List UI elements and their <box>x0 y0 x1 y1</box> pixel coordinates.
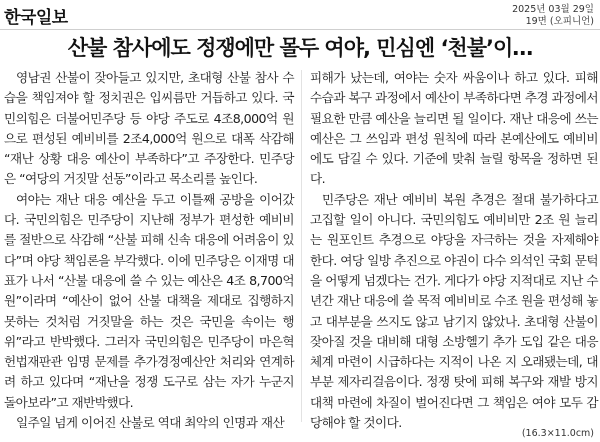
publish-date: 2025년 03월 29일 <box>512 4 594 15</box>
paragraph: 영남권 산불이 잦아들고 있지만, 초대형 산불 참사 수습을 책임져야 할 정치권은 입씨름만 거듭하고 있다. 국민의힘은 더불어민주당 등 야당 주도로 4조8,000억 원으로 편성된 예비비를 2조4,000억 원으로 대폭 삭감해 “재난 상황 대응 예산이 부족하다”고 주장한다. 민주당은 “여당의 거짓말 선동”이라고 목소리를 높인다. <box>4 70 294 187</box>
page-section: 19면 (오피니언) <box>525 16 594 27</box>
column-divider <box>301 70 302 422</box>
paragraph: 피해가 났는데, 여야는 숫자 싸움이나 하고 있다. 피해 수습과 복구 과정에서 예산이 부족하다면 추경 과정에서 필요한 만큼 예산을 늘리면 될 일이다. 재난 대응에 쓰는 예산은 그 쓰임과 편성 원칙에 따라 본예산에도 예비비에도 담길 수 있다. 기준에 맞춰 늘릴 항목을 정하면 된다. <box>310 70 598 187</box>
article-headline: 산불 참사에도 정쟁에만 몰두 여야, 민심엔 ‘천불’이… <box>67 36 533 60</box>
newspaper-logo: 한국일보 <box>4 8 68 28</box>
article-column-left <box>4 68 294 433</box>
paragraph: 일주일 넘게 이어진 산불로 역대 최악의 인명과 재산 <box>16 415 285 431</box>
clipping-size-note: (16.3×11.0cm) <box>521 428 594 439</box>
header-rule <box>0 29 600 30</box>
dateline <box>512 4 594 28</box>
paragraph: 여야는 재난 대응 예산을 두고 이틀째 공방을 이어갔다. 국민의힘은 민주당이 지난해 정부가 편성한 예비비를 절반으로 삭감해 “산불 피해 신속 대응에 어려움이 있다”며 야당 책임론을 부각했다. 이에 민주당은 이재명 대표가 나서 “산불 대응에 쓸 수 있는 예산은 4조 8,700억 원”이라며 “예산이 없어 산불 대책을 제대로 집행하지 못하는 것처럼 거짓말을 하는 것은 국민을 속이는 행위”라고 반박했다. 그러자 국민의힘은 민주당이 마은혁 헌법재판관 임명 문제를 추가경정예산안 처리와 연계하려 하고 있다며 “재난을 정쟁 도구로 삼는 자가 누군지 돌아보라”고 재반박했다. <box>4 191 294 410</box>
article-column-right <box>310 68 598 433</box>
paragraph: 민주당은 재난 예비비 복원 추경은 절대 불가하다고 고집할 일이 아니다. 국민의힘도 예비비만 2조 원 늘리는 원포인트 추경으로 야당을 자극하는 것을 자제해야 한다. 여당 일방 추진으로 야권이 다수 의석인 국회 문턱을 어떻게 넘겠다는 건가. 게다가 야당 지적대로 지난 수년간 재난 대응에 쓸 목적 예비비로 수조 원을 편성해 놓고 대부분을 쓰지도 않고 남기지 않았나. 초대형 산불이 잦아질 것을 대비해 대형 소방헬기 추가 도입 같은 대응체계 마련이 시급하다는 지적이 나온 지 오래됐는데, 대부분 제자리걸음이다. 정쟁 탓에 피해 복구와 재발 방지 대책 마련에 차질이 벌어진다면 그 책임은 여야 모두 감당해야 할 것이다. <box>310 191 598 431</box>
